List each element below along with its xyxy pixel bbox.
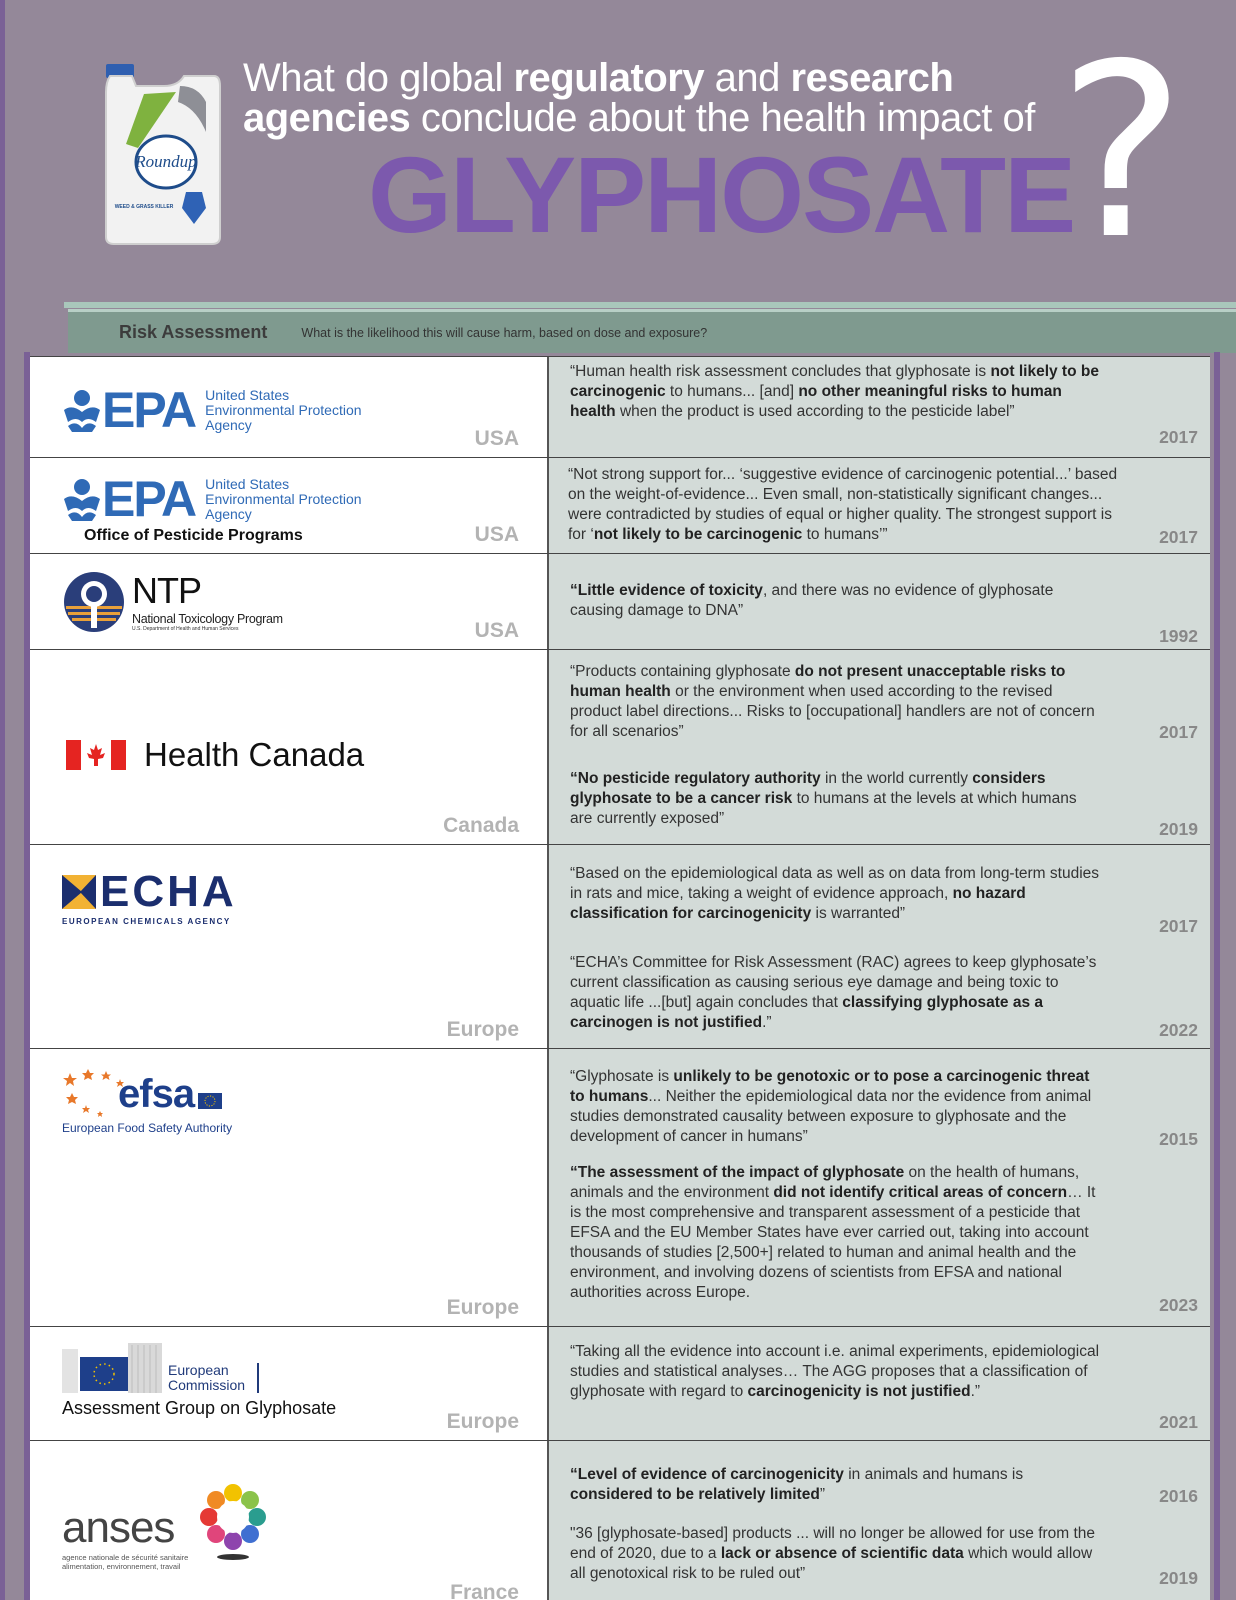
office-name: Office of Pesticide Programs	[84, 527, 303, 544]
table-row	[30, 1441, 1210, 1600]
quote-emphasis: carcinogenicity is not justified	[747, 1383, 971, 1400]
quote-run: to humans... [and]	[665, 383, 799, 400]
efsa-subtitle: European Food Safety Authority	[62, 1121, 233, 1135]
anses-flower-icon	[198, 1481, 268, 1561]
band-highlight	[64, 302, 1236, 308]
commission-building-icon	[62, 1343, 162, 1393]
agency-cell	[30, 554, 549, 649]
table-row	[30, 1327, 1210, 1441]
quote-run: to humans’”	[802, 526, 888, 543]
quote-run: to humans at the levels at which humans are currently exposed”	[570, 790, 1077, 827]
anses-wordmark: anses	[62, 1503, 175, 1552]
echa-mark-icon	[62, 875, 96, 909]
quote-emphasis: considered to be relatively limited	[570, 1486, 820, 1503]
quote-run: “Taking all the evidence into account i.e. animal experiments, epidemiological studies and statistical analyses… The AGG proposes that a classification of glyphosate with regard to	[570, 1343, 1100, 1400]
ntp-emblem-icon	[62, 570, 126, 634]
quote-cell	[549, 1441, 1210, 1600]
quote-run: in the world currently	[820, 770, 973, 787]
quote-run: “Glyphosate is	[570, 1068, 674, 1085]
year-label: 2017	[1159, 527, 1198, 547]
quote-emphasis: “The assessment of the impact of glyphosate	[570, 1164, 905, 1181]
headline-bold: regulatory	[513, 56, 705, 100]
table-row	[30, 845, 1210, 1049]
quote-run: is warranted”	[811, 905, 906, 922]
quote-text	[570, 953, 1100, 1033]
epa-agency-name	[205, 477, 361, 522]
table-row	[30, 554, 1210, 650]
ntp-subtitle: National Toxicology Program	[132, 612, 283, 626]
headline-bold: research	[790, 56, 954, 100]
quote-emphasis: classifying glyphosate as a carcinogen is not justified	[570, 994, 1044, 1031]
quote-cell	[549, 458, 1210, 553]
agency-name-line: Environmental Protection	[205, 490, 362, 507]
roundup-jug-icon	[104, 62, 224, 247]
quote-emphasis: not likely to be carcinogenic	[570, 363, 1099, 400]
quote-cell	[549, 650, 1210, 844]
quote-emphasis: did not identify critical areas of concern	[773, 1184, 1068, 1201]
table-row	[30, 1049, 1210, 1327]
band-title: Risk Assessment	[119, 322, 268, 342]
quote-text	[568, 465, 1128, 545]
quote-run: “ECHA’s Committee for Risk Assessment (RAC) agrees to keep glyphosate’s current classification as causing serious eye damage and being toxic to aquatic life ...[but] again concludes that	[570, 954, 1097, 1011]
echa-logo	[62, 867, 237, 926]
eu-flag-icon	[198, 1093, 222, 1109]
year-label: 2021	[1159, 1412, 1198, 1432]
quote-run: .”	[970, 1383, 981, 1400]
year-label: 2017	[1159, 916, 1198, 936]
jug-brand-text: Roundup	[135, 152, 197, 171]
year-label: 2015	[1159, 1129, 1198, 1149]
country-label: Europe	[446, 1018, 519, 1041]
year-label: 2019	[1159, 819, 1198, 839]
quote-cell	[549, 1327, 1210, 1440]
anses-subtitle: agence nationale de sécurité sanitaire	[62, 1553, 189, 1562]
country-label: Europe	[446, 1410, 519, 1433]
quote-cell	[549, 554, 1210, 649]
quote-emphasis: unlikely to be genotoxic or to pose a carcinogenic threat to humans	[570, 1068, 1090, 1105]
country-label: USA	[474, 619, 519, 642]
quote-run: in animals and humans is	[843, 1466, 1024, 1483]
anses-subtitle: alimentation, environnement, travail	[62, 1562, 181, 1571]
epa-logo	[62, 470, 362, 528]
table-row	[30, 458, 1210, 554]
quote-emphasis: no hazard classification for carcinogenicity	[570, 885, 1026, 922]
quote-run: … It is the most comprehensive and transparent assessment of a pesticide that EFSA and the EU Member States have ever carried out, taking into account thousands of studies [2,500+] related to human and animal health and the environment, and involving dozens of scientists from EFSA and national authorities across Europe.	[570, 1184, 1096, 1301]
country-label: USA	[474, 427, 519, 450]
efsa-wordmark: efsa	[118, 1072, 195, 1116]
ntp-logo	[62, 570, 283, 634]
commission-name-line: European	[168, 1362, 229, 1378]
health-canada-logo	[66, 736, 364, 774]
year-label: 1992	[1159, 626, 1198, 646]
quote-run: “Based on the epidemiological data as well as on data from long-term studies in rats and mice, taking a weight of evidence approach,	[570, 865, 1100, 902]
quote-text	[570, 581, 1100, 621]
agency-name-line: Agency	[205, 416, 252, 433]
quote-emphasis: no other meaningful risks to human health	[570, 383, 1062, 420]
quote-run: “Human health risk assessment concludes that glyphosate is	[570, 363, 991, 380]
agency-cell	[30, 1327, 549, 1440]
headline-bold: agencies	[243, 96, 411, 140]
assessment-group-name: Assessment Group on Glyphosate	[62, 1398, 337, 1418]
country-label: USA	[474, 523, 519, 546]
agency-cell	[30, 650, 549, 844]
quote-run: ”	[819, 1486, 825, 1503]
country-label: Canada	[443, 814, 519, 837]
quote-run: when the product is used according to the pesticide label”	[615, 403, 1015, 420]
agency-name-line: Environmental Protection	[205, 401, 362, 418]
quote-text	[570, 1465, 1100, 1505]
ntp-text	[132, 570, 283, 632]
epa-wordmark: EPA	[102, 471, 196, 527]
quote-cell	[549, 845, 1210, 1048]
headline	[243, 58, 1123, 138]
agency-cell	[30, 458, 549, 553]
ntp-department: U.S. Department of Health and Human Services	[132, 626, 239, 632]
quote-text	[570, 362, 1100, 422]
quote-run: “Not strong support for... ‘suggestive evidence of carcinogenic potential...’ based on the weight-of-evidence... Even small, non-statistically significant changes... were contradicted by studies of equal or higher quality. The strongest support is for ‘	[568, 466, 1118, 543]
quote-text	[570, 864, 1100, 924]
epa-logo	[62, 381, 362, 439]
epa-agency-name	[205, 388, 361, 433]
quote-text	[570, 662, 1100, 742]
anses-text	[62, 1481, 188, 1571]
country-label: Europe	[446, 1296, 519, 1319]
agency-name-line: Agency	[205, 505, 252, 522]
quote-emphasis: “No pesticide regulatory authority	[570, 770, 821, 787]
agency-cell	[30, 1441, 549, 1600]
efsa-logo	[62, 1067, 232, 1135]
health-canada-wordmark: Health Canada	[144, 736, 365, 773]
quote-run: "36 [glyphosate-based] products ... will no longer be allowed for use from the end of 2020, due to a	[570, 1525, 1096, 1562]
quote-run: .”	[762, 1014, 772, 1031]
page-header	[0, 0, 1236, 300]
quote-run: ... Neither the epidemiological data nor the evidence from animal studies demonstrated causality between exposure to glyphosate and the development of cancer in humans”	[570, 1088, 1092, 1145]
headline-part: What do global	[243, 56, 514, 100]
agency-name-line: United States	[205, 386, 290, 403]
quote-run: “Products containing glyphosate	[570, 663, 795, 680]
table-row	[30, 356, 1210, 458]
quote-cell	[549, 1049, 1210, 1326]
anses-logo	[62, 1481, 268, 1571]
glyphosate-title: GLYPHOSATE	[368, 134, 1075, 255]
quote-text	[570, 1524, 1100, 1584]
ntp-wordmark: NTP	[132, 570, 201, 611]
quote-cell	[549, 357, 1210, 457]
canada-flag-icon	[66, 740, 126, 770]
quote-text	[570, 1067, 1100, 1147]
epa-flower-icon	[62, 477, 102, 521]
agency-cell	[30, 357, 549, 457]
quote-emphasis: lack or absence of scientific data	[720, 1545, 964, 1562]
year-label: 2017	[1159, 427, 1198, 447]
agency-table	[30, 356, 1210, 1600]
risk-assessment-band	[68, 309, 1236, 353]
year-label: 2016	[1159, 1486, 1198, 1506]
year-label: 2022	[1159, 1020, 1198, 1040]
epa-wordmark: EPA	[102, 382, 196, 438]
agency-cell	[30, 1049, 549, 1326]
question-mark: ?	[1058, 12, 1186, 292]
quote-emphasis: considers glyphosate to be a cancer risk	[570, 770, 1046, 807]
table-row	[30, 650, 1210, 845]
epa-flower-icon	[62, 388, 102, 432]
jug-label-text: WEED & GRASS KILLER	[114, 204, 174, 210]
quote-run: which would allow all genotoxical risk to be ruled out”	[570, 1545, 1093, 1582]
quote-text	[570, 769, 1100, 829]
commission-text	[168, 1363, 259, 1393]
quote-emphasis: “Level of evidence of carcinogenicity	[570, 1466, 844, 1483]
country-label: France	[450, 1581, 519, 1600]
year-label: 2017	[1159, 722, 1198, 742]
quote-run: on the health of humans, animals and the environment	[570, 1164, 1080, 1201]
year-label: 2019	[1159, 1568, 1198, 1588]
agency-name-line: United States	[205, 475, 290, 492]
quote-emphasis: do not present unacceptable risks to human health	[570, 663, 1066, 700]
band-subtitle: What is the likelihood this will cause harm, based on dose and exposure?	[301, 325, 708, 340]
year-label: 2023	[1159, 1295, 1198, 1315]
quote-text	[570, 1342, 1100, 1402]
quote-text	[570, 1163, 1100, 1303]
echa-wordmark: ECHA	[100, 867, 237, 916]
quote-run: or the environment when used according to the revised product label directions... Risks to [occupational] handlers are not of concern for all scenarios”	[570, 683, 1095, 740]
quote-emphasis: “Little evidence of toxicity	[570, 582, 763, 599]
commission-name-line: Commission	[168, 1377, 246, 1393]
agency-cell	[30, 845, 549, 1048]
quote-run: , and there was no evidence of glyphosate causing damage to DNA”	[570, 582, 1054, 619]
headline-part: and	[704, 56, 791, 100]
european-commission-logo	[62, 1343, 259, 1393]
quote-emphasis: not likely to be carcinogenic	[593, 526, 803, 543]
echa-subtitle: EUROPEAN CHEMICALS AGENCY	[62, 917, 231, 926]
headline-part: conclude about the health impact of	[410, 96, 1035, 140]
